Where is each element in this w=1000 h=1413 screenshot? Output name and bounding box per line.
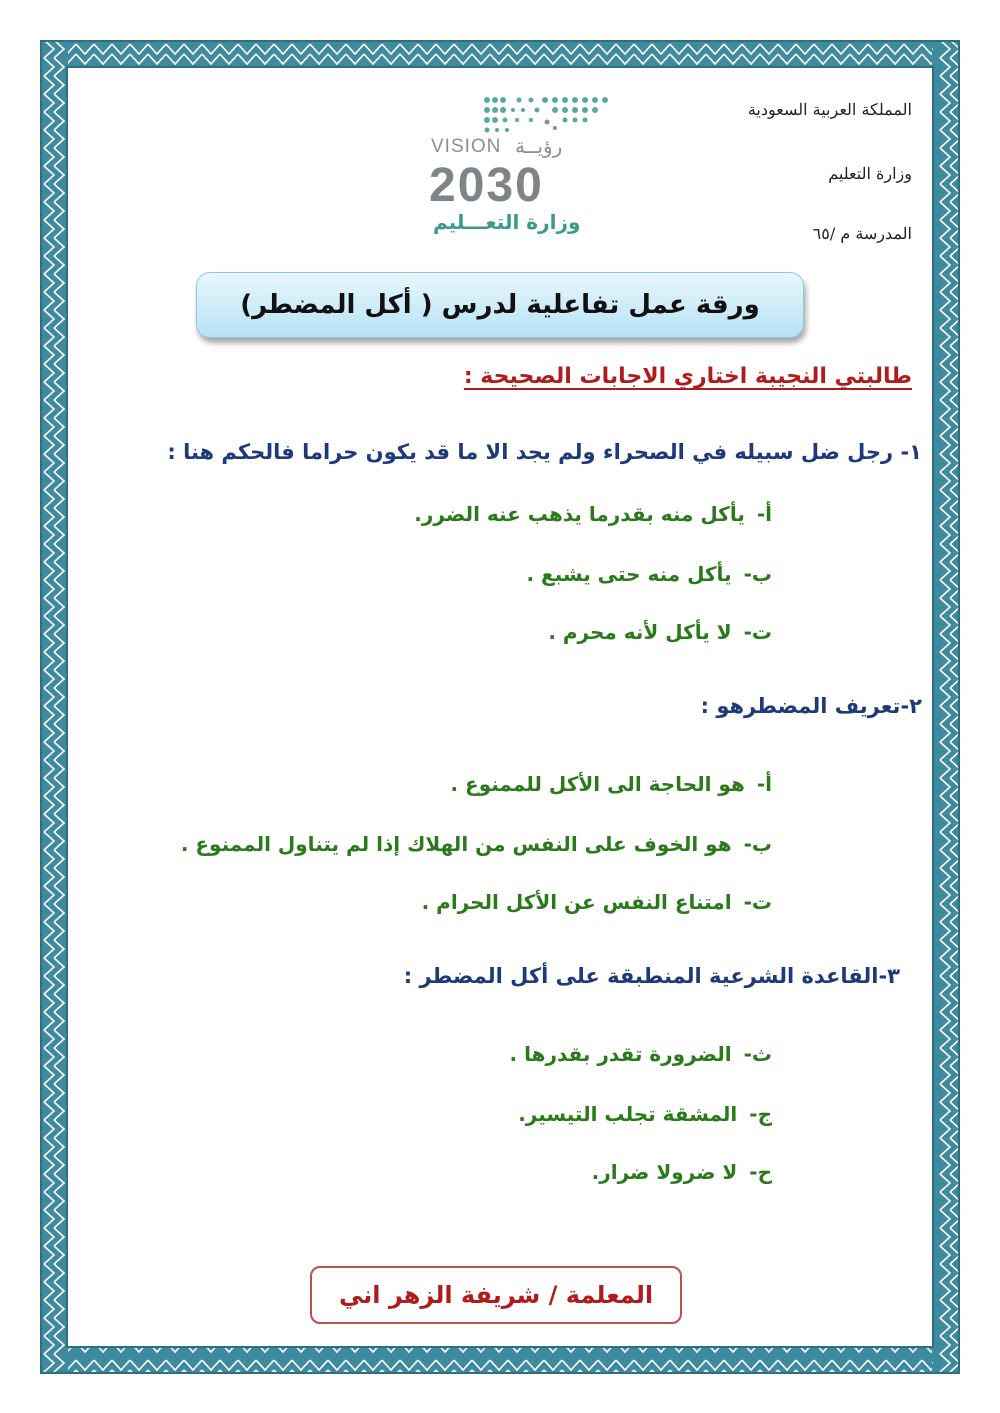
q1-choice-a[interactable] <box>414 502 772 526</box>
choice-text: هو الخوف على النفس من الهلاك إذا لم يتناول الممنوع . <box>180 832 732 856</box>
vision-year-text: 2030 <box>429 159 544 212</box>
question-1: ١- رجل ضل سبيله في الصحراء ولم يجد الا ما قد يكون حراما فالحكم هنا : <box>167 440 922 464</box>
q2-choice-c[interactable] <box>422 890 772 914</box>
choice-text: يأكل منه حتى يشبع . <box>526 562 732 586</box>
choice-text: الضرورة تقدر بقدرها . <box>509 1042 732 1066</box>
choice-text: المشقة تجلب التيسير. <box>518 1102 738 1126</box>
choice-text: هو الحاجة الى الأكل للممنوع . <box>450 772 745 796</box>
title-box <box>196 272 804 338</box>
choice-letter: أ- <box>756 772 772 796</box>
choice-letter: أ- <box>756 502 772 526</box>
q2-choice-b[interactable] <box>181 832 772 856</box>
q2-choice-a[interactable] <box>451 772 773 796</box>
q1-choice-c[interactable] <box>548 620 772 644</box>
q3-choice-c[interactable] <box>592 1160 772 1184</box>
q1-choice-b[interactable] <box>526 562 772 586</box>
choice-text: لا ضرولا ضرار. <box>591 1160 738 1184</box>
choice-letter: ج- <box>749 1102 772 1126</box>
question-3: ٣-القاعدة الشرعية المنطبقة على أكل المضطر : <box>403 964 900 988</box>
header-country: المملكة العربية السعودية <box>747 100 912 119</box>
header-ministry: وزارة التعليم <box>828 164 912 183</box>
teacher-box <box>310 1266 682 1324</box>
teacher-name: المعلمة / شريفة الزهر اني <box>338 1281 654 1309</box>
question-2: ٢-تعريف المضطرهو : <box>700 694 922 718</box>
vision-ar-text: رؤيــة <box>515 134 563 158</box>
choice-text: امتناع النفس عن الأكل الحرام . <box>421 890 732 914</box>
choice-text: يأكل منه بقدرما يذهب عنه الضرر. <box>414 502 745 526</box>
choice-letter: ح- <box>749 1160 772 1184</box>
choice-letter: ث- <box>743 1042 772 1066</box>
instruction-heading: طالبتي النجيبة اختاري الاجابات الصحيحة : <box>463 364 912 389</box>
choice-letter: ت- <box>743 620 772 644</box>
choice-letter: ب- <box>743 562 772 586</box>
choice-letter: ت- <box>743 890 772 914</box>
choice-text: لا يأكل لأنه محرم . <box>548 620 732 644</box>
q3-choice-a[interactable] <box>510 1042 772 1066</box>
vision-en-text: VISION <box>431 136 502 157</box>
header-school: المدرسة م /٦٥ <box>812 224 912 243</box>
q3-choice-b[interactable] <box>518 1102 772 1126</box>
vision-2030-logo <box>415 92 615 242</box>
page-title: ورقة عمل تفاعلية لدرس ( أكل المضطر) <box>240 290 760 320</box>
ministry-logo-text: وزارة التعـــليم <box>433 210 581 234</box>
choice-letter: ب- <box>743 832 772 856</box>
